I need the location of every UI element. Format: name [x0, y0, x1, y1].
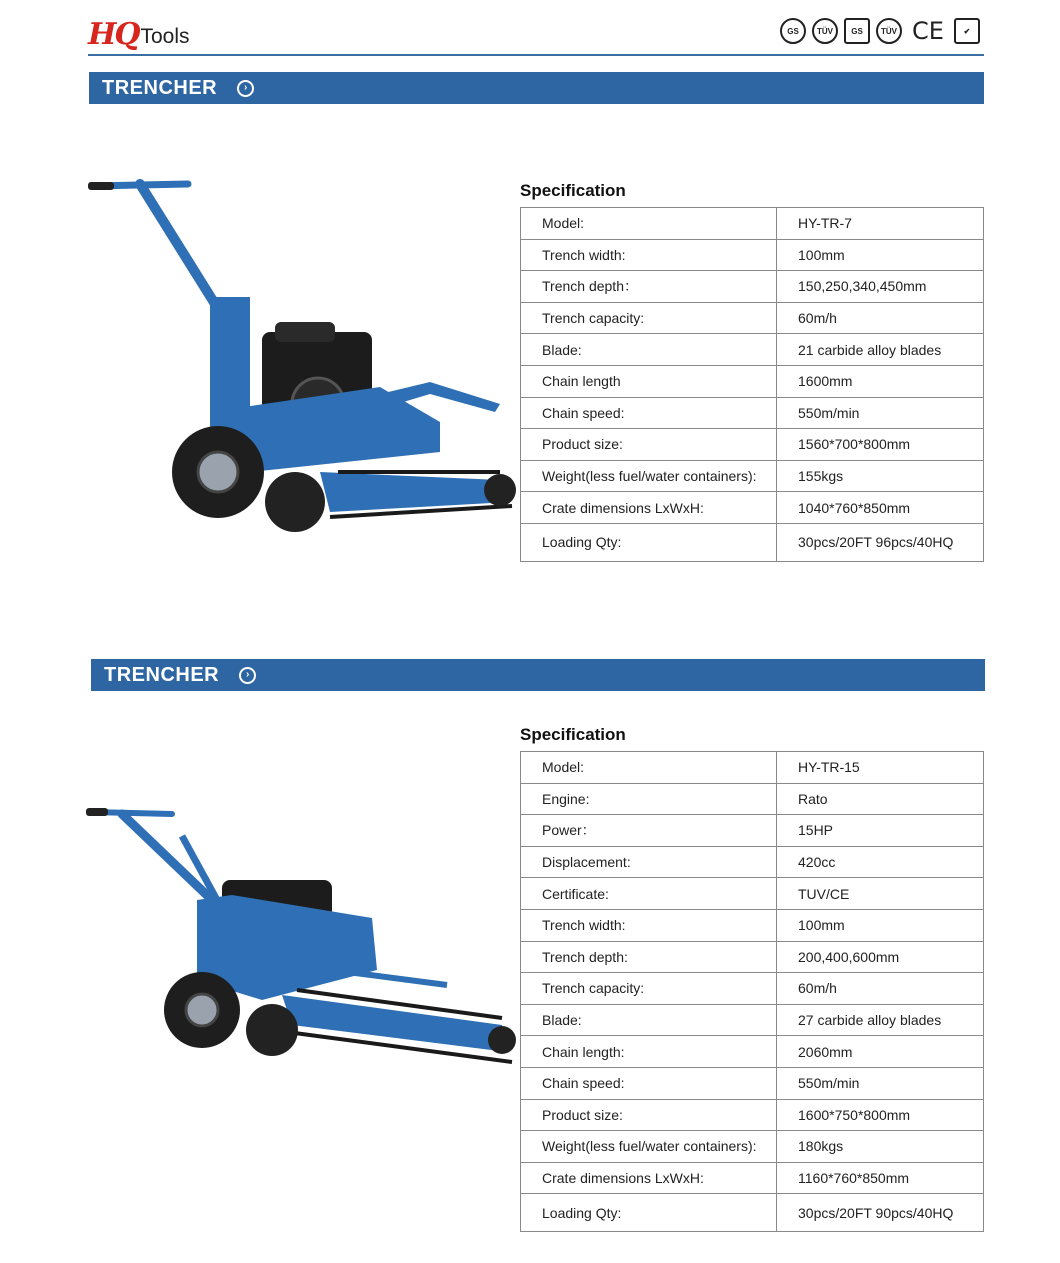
section-title: TRENCHER	[104, 663, 220, 686]
gs-cert-icon: GS	[780, 18, 806, 44]
brand-logo	[88, 14, 190, 50]
spec-row	[521, 815, 984, 847]
spec-label: Loading Qty:	[521, 523, 777, 561]
spec-row	[521, 878, 984, 910]
spec-label: Certificate:	[521, 878, 777, 910]
spec-row	[521, 492, 984, 524]
spec-value: HY-TR-7	[777, 208, 984, 240]
spec-value: 100mm	[777, 239, 984, 271]
spec-label: Chain speed:	[521, 397, 777, 429]
spec-label: Blade:	[521, 1004, 777, 1036]
spec-row	[521, 334, 984, 366]
spec-row	[521, 1099, 984, 1131]
spec-label: Model:	[521, 752, 777, 784]
spec-row	[521, 846, 984, 878]
trencher-hy-tr-7-image	[80, 172, 520, 557]
spec-title: Specification	[520, 181, 626, 200]
logo-mark: HQ	[88, 17, 139, 52]
section-bar-trencher-1	[89, 72, 984, 104]
spec-label: Trench width:	[521, 239, 777, 271]
spec-label: Weight(less fuel/water containers):	[521, 460, 777, 492]
spec-row	[521, 302, 984, 334]
spec-row	[521, 1131, 984, 1163]
spec-label: Chain length:	[521, 1036, 777, 1068]
spec-value: 1600mm	[777, 365, 984, 397]
spec-label: Engine:	[521, 783, 777, 815]
spec-label: Crate dimensions LxWxH:	[521, 1162, 777, 1194]
trencher-hy-tr-15-image	[82, 800, 520, 1070]
spec-value: 60m/h	[777, 973, 984, 1005]
spec-value: 200,400,600mm	[777, 941, 984, 973]
spec-row	[521, 752, 984, 784]
spec-value: 30pcs/20FT 90pcs/40HQ	[777, 1194, 984, 1232]
spec-label: Trench width:	[521, 909, 777, 941]
spec-label: Trench depth：	[521, 271, 777, 303]
spec-value: 155kgs	[777, 460, 984, 492]
spec-value: 150,250,340,450mm	[777, 271, 984, 303]
spec-value: 27 carbide alloy blades	[777, 1004, 984, 1036]
spec-row	[521, 1004, 984, 1036]
spec-value: 550m/min	[777, 397, 984, 429]
spec-value: 1160*760*850mm	[777, 1162, 984, 1194]
spec-value: 2060mm	[777, 1036, 984, 1068]
spec-row	[521, 973, 984, 1005]
spec-value: 1600*750*800mm	[777, 1099, 984, 1131]
spec-table-hy-tr-7	[520, 207, 984, 562]
chevron-right-icon[interactable]: ›	[239, 667, 256, 684]
spec-label: Trench capacity:	[521, 302, 777, 334]
spec-label: Weight(less fuel/water containers):	[521, 1131, 777, 1163]
tuv-cert-icon: TÜV	[876, 18, 902, 44]
spec-label: Chain speed:	[521, 1067, 777, 1099]
section-title: TRENCHER	[102, 76, 218, 99]
spec-row	[521, 208, 984, 240]
spec-value: 15HP	[777, 815, 984, 847]
spec-label: Chain length	[521, 365, 777, 397]
spec-label: Trench capacity:	[521, 973, 777, 1005]
spec-value: 180kgs	[777, 1131, 984, 1163]
spec-row	[521, 365, 984, 397]
spec-value: 60m/h	[777, 302, 984, 334]
spec-table-hy-tr-15	[520, 751, 984, 1232]
spec-row	[521, 397, 984, 429]
spec-row	[521, 239, 984, 271]
spec-label: Crate dimensions LxWxH:	[521, 492, 777, 524]
section-bar-trencher-2	[91, 659, 985, 691]
spec-title: Specification	[520, 725, 626, 744]
spec-row	[521, 271, 984, 303]
spec-row	[521, 1067, 984, 1099]
spec-label: Product size:	[521, 429, 777, 461]
spec-row	[521, 941, 984, 973]
spec-row	[521, 523, 984, 561]
spec-value: 30pcs/20FT 96pcs/40HQ	[777, 523, 984, 561]
logo-text: Tools	[140, 25, 190, 48]
tuv-cert-icon: TÜV	[812, 18, 838, 44]
spec-label: Power：	[521, 815, 777, 847]
spec-label: Trench depth:	[521, 941, 777, 973]
spec-value: 420cc	[777, 846, 984, 878]
spec-value: HY-TR-15	[777, 752, 984, 784]
spec-value: 100mm	[777, 909, 984, 941]
spec-value: TUV/CE	[777, 878, 984, 910]
spec-label: Blade:	[521, 334, 777, 366]
check-cert-icon: ✔	[954, 18, 980, 44]
spec-value: 1560*700*800mm	[777, 429, 984, 461]
spec-label: Displacement:	[521, 846, 777, 878]
chevron-right-icon[interactable]: ›	[237, 80, 254, 97]
spec-row	[521, 1194, 984, 1232]
gs-cert-icon: GS	[844, 18, 870, 44]
spec-label: Product size:	[521, 1099, 777, 1131]
spec-row	[521, 783, 984, 815]
ce-mark-icon: CE	[912, 17, 944, 45]
spec-row	[521, 1162, 984, 1194]
spec-label: Model:	[521, 208, 777, 240]
spec-row	[521, 909, 984, 941]
certification-icons	[780, 18, 980, 44]
spec-value: Rato	[777, 783, 984, 815]
spec-row	[521, 460, 984, 492]
spec-value: 550m/min	[777, 1067, 984, 1099]
spec-row	[521, 1036, 984, 1068]
spec-row	[521, 429, 984, 461]
spec-value: 21 carbide alloy blades	[777, 334, 984, 366]
header-divider	[88, 54, 984, 56]
spec-label: Loading Qty:	[521, 1194, 777, 1232]
spec-value: 1040*760*850mm	[777, 492, 984, 524]
